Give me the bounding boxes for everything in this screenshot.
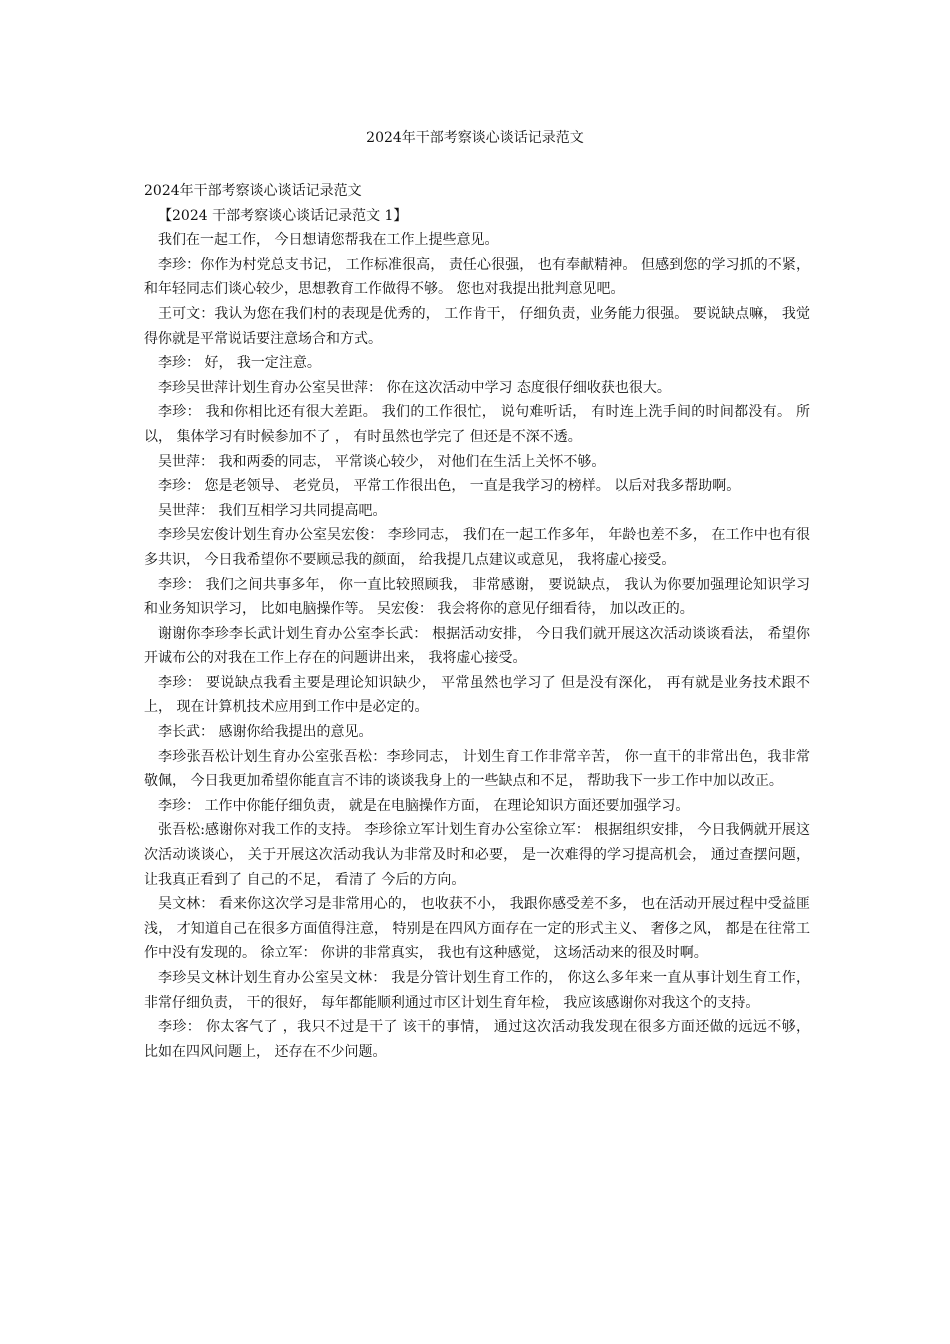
paragraph: 吴文林： 看来你这次学习是非常用心的， 也收获不小， 我跟你感受差不多， 也在活动开展过程中受益匪浅， 才知道自己在很多方面值得注意， 特别是在四风方面存在一定的形式主义、 奢侈之风， 都是在往常工作中没有发现的。 徐立军： 你讲的非常真实， 我也有这种感觉， 这场活动来的很及时啊。: [144, 896, 810, 962]
section-heading: 【2024 干部考察谈心谈话记录范文 1】: [158, 207, 408, 224]
paragraph: 李长武： 感谢你给我提出的意见。: [158, 724, 373, 741]
paragraph: 李珍： 要说缺点我看主要是理论知识缺少， 平常虽然也学习了 但是没有深化， 再有就是业务技术跟不上， 现在计算机技术应用到工作中是必定的。: [144, 674, 810, 716]
paragraph: 王可文：我认为您在我们村的表现是优秀的， 工作肯干， 仔细负责，业务能力很强。 要说缺点嘛， 我觉得你就是平常说话要注意场合和方式。: [144, 305, 810, 347]
paragraph: 李珍： 我和你相比还有很大差距。 我们的工作很忙， 说句难听话， 有时连上洗手间的时间都没有。 所以， 集体学习有时候参加不了 ， 有时虽然也学完了 但还是不深不透。: [144, 404, 810, 445]
paragraph: 吴世萍： 我和两委的同志， 平常谈心较少， 对他们在生活上关怀不够。: [158, 453, 606, 470]
paragraph: 李珍：你作为村党总支书记， 工作标准很高， 责任心很强， 也有奉献精神。 但感到您的学习抓的不紧， 和年轻同志们谈心较少，思想教育工作做得不够。 您也对我提出批判意见吧。: [144, 256, 810, 298]
paragraph: 谢谢你李珍李长武计划生育办公室李长武： 根据活动安排， 今日我们就开展这次活动谈谈看法， 希望你开诚布公的对我在工作上存在的问题讲出来， 我将虚心接受。: [144, 625, 810, 667]
paragraph: 李珍吴世萍计划生育办公室吴世萍： 你在这次活动中学习 态度很仔细收获也很大。: [158, 379, 671, 396]
paragraph: 吴世萍： 我们互相学习共同提高吧。: [158, 502, 387, 519]
paragraph: 李珍： 工作中你能仔细负责， 就是在电脑操作方面， 在理论知识方面还要加强学习。: [158, 797, 690, 814]
document-subtitle: 2024年干部考察谈心谈话记录范文: [144, 183, 362, 199]
document-body: [144, 179, 810, 1064]
document-title: 2024年干部考察谈心谈话记录范文: [366, 130, 584, 146]
paragraph: 李珍张吾松计划生育办公室张吾松：李珍同志， 计划生育工作非常辛苦， 你一直干的非常出色，我非常敬佩， 今日我更加希望你能直言不讳的谈谈我身上的一些缺点和不足， 帮助我下一步工作中加以改正。: [144, 748, 810, 790]
paragraph: 李珍： 我们之间共事多年， 你一直比较照顾我， 非常感谢， 要说缺点， 我认为你要加强理论知识学习和业务知识学习， 比如电脑操作等。 吴宏俊： 我会将你的意见仔细看待， 加以改正的。: [144, 576, 810, 618]
paragraph: 李珍： 你太客气了 ，我只不过是干了 该干的事情， 通过这次活动我发现在很多方面还做的远远不够， 比如在四风问题上， 还存在不少问题。: [144, 1019, 810, 1060]
paragraph: 李珍吴宏俊计划生育办公室吴宏俊： 李珍同志， 我们在一起工作多年， 年龄也差不多， 在工作中也有很多共识， 今日我希望你不要顾忌我的颜面， 给我提几点建议或意见， 我将虚心接受。: [144, 527, 810, 568]
paragraph: 我们在一起工作， 今日想请您帮我在工作上提些意见。: [158, 232, 499, 249]
paragraph: 张吾松:感谢你对我工作的支持。 李珍徐立军计划生育办公室徐立军： 根据组织安排， 今日我俩就开展这次活动谈谈心， 关于开展这次活动我认为非常及时和必要， 是一次难得的学习提高机会， 通过查摆问题， 让我真正看到了 自己的不足， 看清了 今后的方向。: [144, 822, 810, 888]
paragraph: 李珍： 您是老领导、 老党员， 平常工作很出色， 一直是我学习的榜样。 以后对我多帮助啊。: [158, 478, 741, 495]
paragraph: 李珍： 好， 我一定注意。: [158, 355, 321, 372]
paragraph: 李珍吴文林计划生育办公室吴文林： 我是分管计划生育工作的， 你这么多年来一直从事计划生育工作，非常仔细负责， 干的很好， 每年都能顺利通过市区计划生育年检， 我应该感谢你对我这个的支持。: [144, 970, 810, 1011]
